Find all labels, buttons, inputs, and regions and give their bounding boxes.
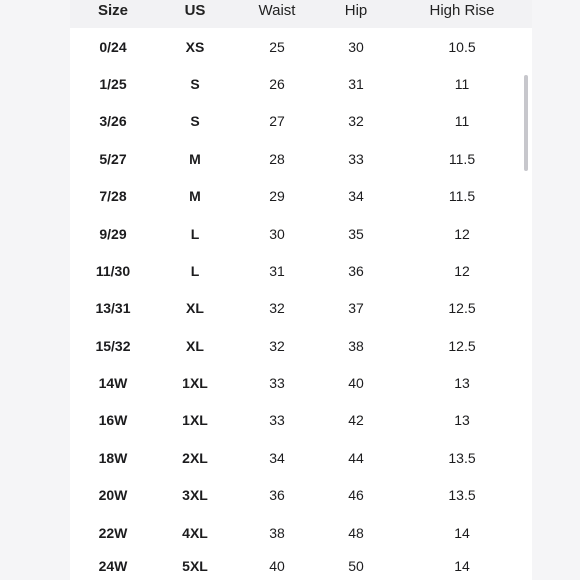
cell-us: 2XL — [182, 449, 208, 466]
cell-size: 9/29 — [99, 225, 127, 242]
cell-high-rise: 14 — [454, 557, 470, 574]
table-row — [70, 177, 532, 214]
cell-size: 1/25 — [99, 75, 127, 92]
table-row — [70, 252, 532, 289]
table-row — [70, 140, 532, 177]
cell-waist: 28 — [269, 150, 285, 167]
table-row — [70, 327, 532, 364]
cell-high-rise: 10.5 — [448, 38, 476, 55]
cell-us: XL — [186, 337, 204, 354]
vertical-scrollbar[interactable] — [524, 75, 528, 171]
cell-waist: 33 — [269, 411, 285, 428]
table-row — [70, 514, 532, 551]
cell-size: 20W — [98, 486, 128, 503]
cell-waist: 34 — [269, 449, 285, 466]
cell-waist: 32 — [269, 299, 285, 316]
cell-hip: 38 — [348, 337, 364, 354]
cell-hip: 46 — [348, 486, 364, 503]
header-high-rise: High Rise — [429, 2, 495, 19]
cell-high-rise: 11.5 — [448, 150, 476, 167]
cell-high-rise: 13.5 — [448, 449, 476, 466]
cell-size: 18W — [98, 449, 128, 466]
table-row — [70, 289, 532, 326]
table-row — [70, 364, 532, 401]
table-row — [70, 215, 532, 252]
cell-us: L — [190, 225, 200, 242]
cell-hip: 33 — [348, 150, 364, 167]
cell-waist: 31 — [269, 262, 285, 279]
cell-us: 4XL — [182, 524, 208, 541]
cell-high-rise: 14 — [454, 524, 470, 541]
cell-waist: 26 — [269, 75, 285, 92]
cell-us: M — [189, 187, 201, 204]
cell-hip: 50 — [348, 557, 364, 574]
cell-high-rise: 12 — [454, 225, 470, 242]
cell-us: S — [190, 75, 200, 92]
header-size: Size — [97, 2, 128, 19]
table-row — [70, 65, 532, 102]
cell-high-rise: 13 — [454, 374, 470, 391]
cell-hip: 42 — [348, 411, 364, 428]
cell-hip: 37 — [348, 299, 364, 316]
table-row — [70, 401, 532, 438]
cell-hip: 31 — [348, 75, 364, 92]
cell-waist: 30 — [269, 225, 285, 242]
cell-high-rise: 12.5 — [448, 337, 476, 354]
cell-hip: 36 — [348, 262, 364, 279]
cell-high-rise: 12.5 — [448, 299, 476, 316]
cell-us: 3XL — [182, 486, 208, 503]
cell-waist: 36 — [269, 486, 285, 503]
table-row — [70, 439, 532, 476]
cell-size: 11/30 — [95, 262, 131, 279]
cell-high-rise: 13.5 — [448, 486, 476, 503]
table-row — [70, 476, 532, 513]
cell-size: 16W — [98, 411, 128, 428]
cell-us: 1XL — [182, 374, 208, 391]
header-us: US — [184, 2, 206, 19]
cell-hip: 35 — [348, 225, 364, 242]
cell-hip: 34 — [348, 187, 364, 204]
cell-waist: 27 — [269, 112, 285, 129]
cell-hip: 32 — [348, 112, 364, 129]
cell-high-rise: 13 — [454, 411, 470, 428]
cell-hip: 48 — [348, 524, 364, 541]
cell-us: M — [189, 150, 201, 167]
cell-hip: 44 — [348, 449, 364, 466]
cell-size: 14W — [98, 374, 128, 391]
table-row — [70, 551, 532, 580]
cell-us: L — [190, 262, 200, 279]
cell-waist: 40 — [269, 557, 285, 574]
cell-hip: 40 — [348, 374, 364, 391]
table-row — [70, 28, 532, 65]
cell-high-rise: 11.5 — [448, 187, 476, 204]
cell-size: 0/24 — [99, 38, 127, 55]
cell-waist: 25 — [269, 38, 285, 55]
cell-high-rise: 11 — [454, 112, 470, 129]
cell-waist: 38 — [269, 524, 285, 541]
cell-hip: 30 — [348, 38, 364, 55]
table-header — [70, 0, 532, 28]
cell-size: 3/26 — [99, 112, 127, 129]
table-row — [70, 102, 532, 139]
cell-high-rise: 12 — [454, 262, 470, 279]
cell-waist: 33 — [269, 374, 285, 391]
cell-us: S — [190, 112, 200, 129]
cell-us: XS — [185, 38, 205, 55]
cell-size: 24W — [98, 557, 128, 574]
cell-us: XL — [186, 299, 204, 316]
cell-waist: 29 — [269, 187, 285, 204]
cell-size: 15/32 — [95, 337, 131, 354]
cell-size: 7/28 — [99, 187, 127, 204]
cell-size: 5/27 — [99, 150, 127, 167]
cell-waist: 32 — [269, 337, 285, 354]
header-waist: Waist — [258, 2, 296, 19]
cell-size: 13/31 — [95, 299, 131, 316]
cell-high-rise: 11 — [454, 75, 470, 92]
cell-us: 5XL — [182, 557, 208, 574]
header-hip: Hip — [344, 2, 368, 19]
cell-us: 1XL — [182, 411, 208, 428]
cell-size: 22W — [98, 524, 128, 541]
